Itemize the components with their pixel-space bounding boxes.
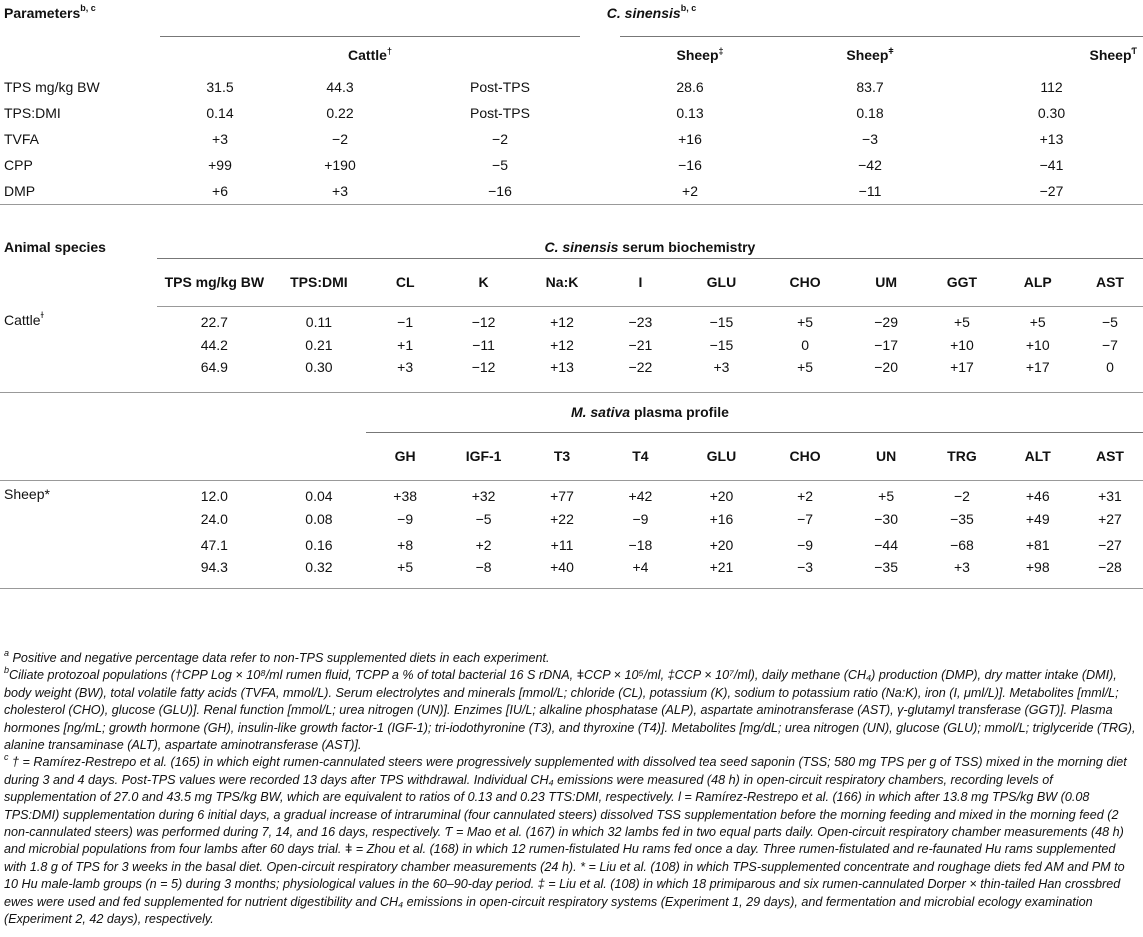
animal-species-header: Animal species: [4, 239, 106, 255]
cell: 112: [1040, 79, 1063, 95]
cell: +77: [550, 487, 574, 504]
cell: −5: [1101, 313, 1118, 330]
column-header: K: [444, 258, 522, 306]
cell: −12: [471, 313, 496, 330]
cell: −5: [492, 157, 508, 173]
column-header: TPS mg/kg BW: [157, 258, 272, 306]
cell: −42: [858, 157, 882, 173]
row-label: TPS mg/kg BW: [4, 79, 100, 95]
cell: +8: [397, 537, 414, 553]
cell: +3: [212, 131, 228, 147]
cell: 0.13: [676, 105, 704, 121]
cell: −68: [950, 537, 974, 553]
cell: +3: [713, 359, 730, 375]
cell: +98: [1025, 559, 1050, 575]
column-header: GLU: [680, 258, 764, 306]
table-row: [0, 126, 1143, 152]
cell: +4: [632, 559, 649, 575]
column-header: GH: [366, 432, 444, 480]
serum-biochemistry-title: C. sinensis serum biochemistry: [544, 238, 756, 255]
cell: 0.14: [206, 105, 234, 121]
animal-label: Sheep*: [4, 485, 50, 502]
cell: −23: [628, 313, 653, 330]
column-header: AST: [1077, 432, 1143, 480]
cell: 0.22: [326, 105, 354, 121]
cell: +12: [550, 313, 574, 330]
cell: −27: [1098, 537, 1122, 553]
cell: −17: [874, 337, 898, 353]
cell: 94.3: [200, 559, 228, 575]
cell: −22: [628, 359, 653, 375]
cell: −2: [332, 131, 348, 147]
cell: +21: [709, 559, 734, 575]
cell: −35: [950, 511, 974, 527]
cell: +40: [550, 559, 574, 575]
cell: +12: [550, 337, 574, 353]
cell: −30: [874, 511, 898, 527]
column-header: IGF-1: [444, 432, 522, 480]
cell: 0.11: [305, 313, 333, 330]
cell: +22: [550, 511, 574, 527]
cell: −9: [397, 511, 414, 527]
cell: +27: [1098, 511, 1122, 527]
cell: 0: [1106, 359, 1114, 375]
cell: +10: [1025, 337, 1050, 353]
table-row: [0, 532, 1143, 558]
column-header: UM: [847, 258, 925, 306]
cell: +3: [397, 359, 414, 375]
plasma-header-row: [0, 432, 1143, 480]
cell: −3: [862, 131, 878, 147]
cell: +17: [950, 359, 974, 375]
cell: −29: [874, 313, 898, 330]
methane-fermentation-table: [0, 4, 1143, 205]
cell: +6: [212, 182, 228, 199]
cell: +11: [550, 537, 574, 553]
cell: +5: [397, 559, 414, 575]
cell: +10: [950, 337, 974, 353]
cell: +42: [628, 487, 653, 504]
row-label: TVFA: [4, 131, 40, 147]
cell: +99: [208, 157, 232, 173]
cell: 0.30: [305, 359, 333, 375]
plasma-profile-title: M. sativa plasma profile: [570, 404, 729, 420]
row-label: CPP: [4, 157, 33, 173]
column-header: GLU: [680, 432, 764, 480]
species-header: C. sinensis$^{b, c}$: [606, 3, 697, 21]
cell: −12: [471, 359, 496, 375]
cell: −9: [797, 537, 814, 553]
cell: −16: [678, 157, 702, 173]
column-header: T4: [601, 432, 679, 480]
cell: 64.9: [200, 359, 228, 375]
table-row: [0, 306, 1143, 332]
parameters-header: Parameters$^{b, c}$: [4, 3, 96, 21]
table-row: [0, 506, 1143, 532]
table-row: [0, 480, 1143, 506]
cell: 0.18: [856, 105, 884, 121]
footnote-b: $^b$Ciliate protozoal populations (†CPP Log × 10⁸/ml rumen fluid, ƬCPP a % of total bacterial 16 S rDNA, ǂCCP × 10⁵/ml, ‡CCP × 10⁷/ml), daily methane (CH₄) production (DMP), dry matter intake (DMI), body weight (BW), total volatile fatty acids (TVFA, mmol/L). Serum electrolytes and minerals [mmol/L; chloride (CL), potassium (K), sodium to potassium ratio (Na:K), iron (I, μml/L)]. Metabolites [mml/L; cholesterol (CHO), glucose (GLU)]. Renal function [mmol/L; urea nitrogen (UN)]. Enzimes [IU/L; alkaline phosphatase (ALP), aspartate aminotransferase (AST), γ-glutamyl transferase (GGT)]. Plasma hormones [ng/mL; growth hormone (GH), insulin-like growth factor-1 (IGF-1); tri-iodothyronine (T3), and thyroxine (T4)]. Metabolites [mg/dL; urea nitrogen (UN), glucose (GLU); mmol/L; triglyceride (TRG), alanine transaminase (ALT), aspartate aminotransferase (AST)].: [4, 665, 1136, 753]
column-header: I: [601, 258, 679, 306]
cell: −15: [709, 313, 734, 330]
cell: −18: [628, 537, 653, 553]
column-header: CL: [366, 258, 444, 306]
cattle-header: Cattle†: [160, 36, 600, 74]
cell: −2: [492, 131, 508, 147]
cell: Post-TPS: [470, 79, 530, 95]
table-row: [0, 100, 1143, 126]
cell: +3: [953, 559, 970, 575]
cell: +81: [1025, 537, 1050, 553]
table-row: [0, 332, 1143, 358]
cell: +46: [1025, 487, 1050, 504]
table-row: [0, 74, 1143, 100]
sheep-header-2: Sheep$^ǂ$: [780, 36, 960, 74]
cell: 0.21: [305, 337, 333, 353]
column-header: TRG: [925, 432, 998, 480]
cell: 0.04: [305, 487, 333, 504]
cell: +49: [1025, 511, 1050, 527]
footnotes: [4, 647, 1139, 929]
cell: +13: [1039, 131, 1064, 147]
cell: 83.7: [856, 79, 884, 95]
cell: +5: [953, 313, 970, 330]
cell: −7: [797, 511, 814, 527]
cell: −11: [472, 337, 495, 353]
sheep-header-3: Sheep$^Ƭ$: [960, 36, 1143, 74]
cell: −1: [397, 313, 414, 330]
cell: +3: [332, 182, 348, 199]
cell: +13: [550, 359, 574, 375]
cell: −44: [874, 537, 898, 553]
cell: 44.2: [200, 337, 228, 353]
footnote-a: $^a$ Positive and negative percentage data refer to non-TPS supplemented diets in each experiment.: [4, 647, 550, 665]
footnote-c: $^c$ † = Ramírez-Restrepo et al. (165) in which eight rumen-cannulated steers were progressively supplemented with dissolved tea seed saponin (TSS; 580 mg TPS per g of TSS) mixed in the morning diet during 3 and 4 days. Post-TPS values were recorded 13 days after TPS withdrawal. Individual CH₄ emissions were measured (48 h) in open-circuit respiratory chambers, recording levels of supplementation of 27.0 and 43.5 mg TPS/kg BW, which are equivalent to ratios of 0.13 and 0.23 TTS:DMI, respectively. ɫ = Ramírez-Restrepo et al. (166) in which after 13.8 mg TPS/kg BW (0.08 TPS:DMI) supplementation during 6 initial days, a gradual increase of intraruminal (four cannulated steers) dissolved TSS supplementation before the morning feeding and mixed in the morning feed (2 non-cannulated steers) was performed during 7, 14, and 16 days, respectively. Ƭ = Mao et al. (167) in which 32 lambs fed in two equal parts daily. Open-circuit respiratory chamber measurements (48 h) and microbial populations from four lambs after 60 days trial. ǂ = Zhou et al. (168) in which 12 rumen-fistulated Hu rams fed once a day. Three rumen-fistulated and re-faunated Hu rams supplemented with 1.8 g of TPS for 3 weeks in the basal diet. Open-circuit respiratory chamber measurements (24 h). * = Liu et al. (108) in which TPS-supplemented concentrate and roughage diets fed AM and PM to 10 Hu male-lamb groups (n = 5) during 3 months; physiological values in the 60–90-day period. ‡ = Liu et al. (108) in which 18 primiparous and six rumen-cannulated Dorper × thin-tailed Han crossbred ewes were used and fed supplemented for nutrient digestibility and CH₄ emissions in open-circuit respiratory systems (Experiment 1, 29 days), and fermentation and microbial ecology examination (Experiment 2, 42 days), respectively.: [4, 752, 1127, 927]
cell: −28: [1098, 559, 1122, 575]
column-header: Na:K: [523, 258, 601, 306]
cell: +17: [1025, 359, 1050, 375]
cell: +5: [797, 359, 814, 375]
cell: 47.1: [200, 537, 228, 553]
cell: 31.5: [206, 79, 234, 95]
cell: −41: [1039, 157, 1064, 173]
row-label: DMP: [4, 182, 36, 199]
table-row: [0, 358, 1143, 392]
cell: −2: [953, 487, 970, 504]
column-header: ALT: [999, 432, 1077, 480]
cell: +2: [797, 487, 814, 504]
column-header: CHO: [763, 432, 847, 480]
cell: −8: [475, 559, 492, 575]
cell: +20: [709, 487, 734, 504]
column-header: AST: [1077, 258, 1143, 306]
cell: +38: [393, 487, 418, 504]
cell: +2: [682, 182, 698, 199]
cell: −27: [1039, 182, 1064, 199]
cell: +5: [797, 313, 814, 330]
column-header: UN: [847, 432, 925, 480]
cell: +5: [878, 487, 895, 504]
column-header: CHO: [763, 258, 847, 306]
cell: 0.16: [305, 537, 333, 553]
cell: −21: [628, 337, 653, 353]
cell: 44.3: [326, 79, 354, 95]
cell: −3: [797, 559, 814, 575]
table-row: [0, 152, 1143, 178]
cell: −5: [475, 511, 492, 527]
column-header: T3: [523, 432, 601, 480]
cell: 24.0: [200, 511, 228, 527]
cell: Post-TPS: [470, 105, 530, 121]
cell: 0.08: [305, 511, 333, 527]
column-header: TPS:DMI: [272, 258, 366, 306]
cell: +31: [1098, 487, 1122, 504]
cell: +190: [324, 157, 356, 173]
cell: +20: [709, 537, 734, 553]
cell: +2: [475, 537, 492, 553]
cell: 28.6: [676, 79, 704, 95]
cell: +1: [397, 337, 414, 353]
animal-label: Cattle$^ɫ$: [4, 309, 44, 328]
cell: −15: [709, 337, 734, 353]
row-label: TPS:DMI: [4, 105, 61, 121]
serum-biochemistry-table: [0, 236, 1143, 589]
cell: −7: [1101, 337, 1118, 353]
cell: +32: [471, 487, 496, 504]
cell: 12.0: [200, 487, 228, 504]
cell: −11: [858, 182, 882, 199]
cell: 0.32: [305, 559, 333, 575]
cell: −35: [874, 559, 898, 575]
table-row: [0, 178, 1143, 204]
cell: 0: [801, 337, 809, 353]
cell: 22.7: [200, 313, 228, 330]
table-row: [0, 558, 1143, 588]
cell: −9: [632, 511, 649, 527]
column-header: GGT: [925, 258, 998, 306]
sheep-header-1: Sheep‡: [600, 36, 780, 74]
cell: −16: [488, 182, 512, 199]
cell: 0.30: [1037, 105, 1066, 121]
cell: +16: [678, 131, 702, 147]
column-header: ALP: [999, 258, 1077, 306]
cell: −20: [874, 359, 898, 375]
cell: +16: [709, 511, 734, 527]
cell: +5: [1029, 313, 1046, 330]
